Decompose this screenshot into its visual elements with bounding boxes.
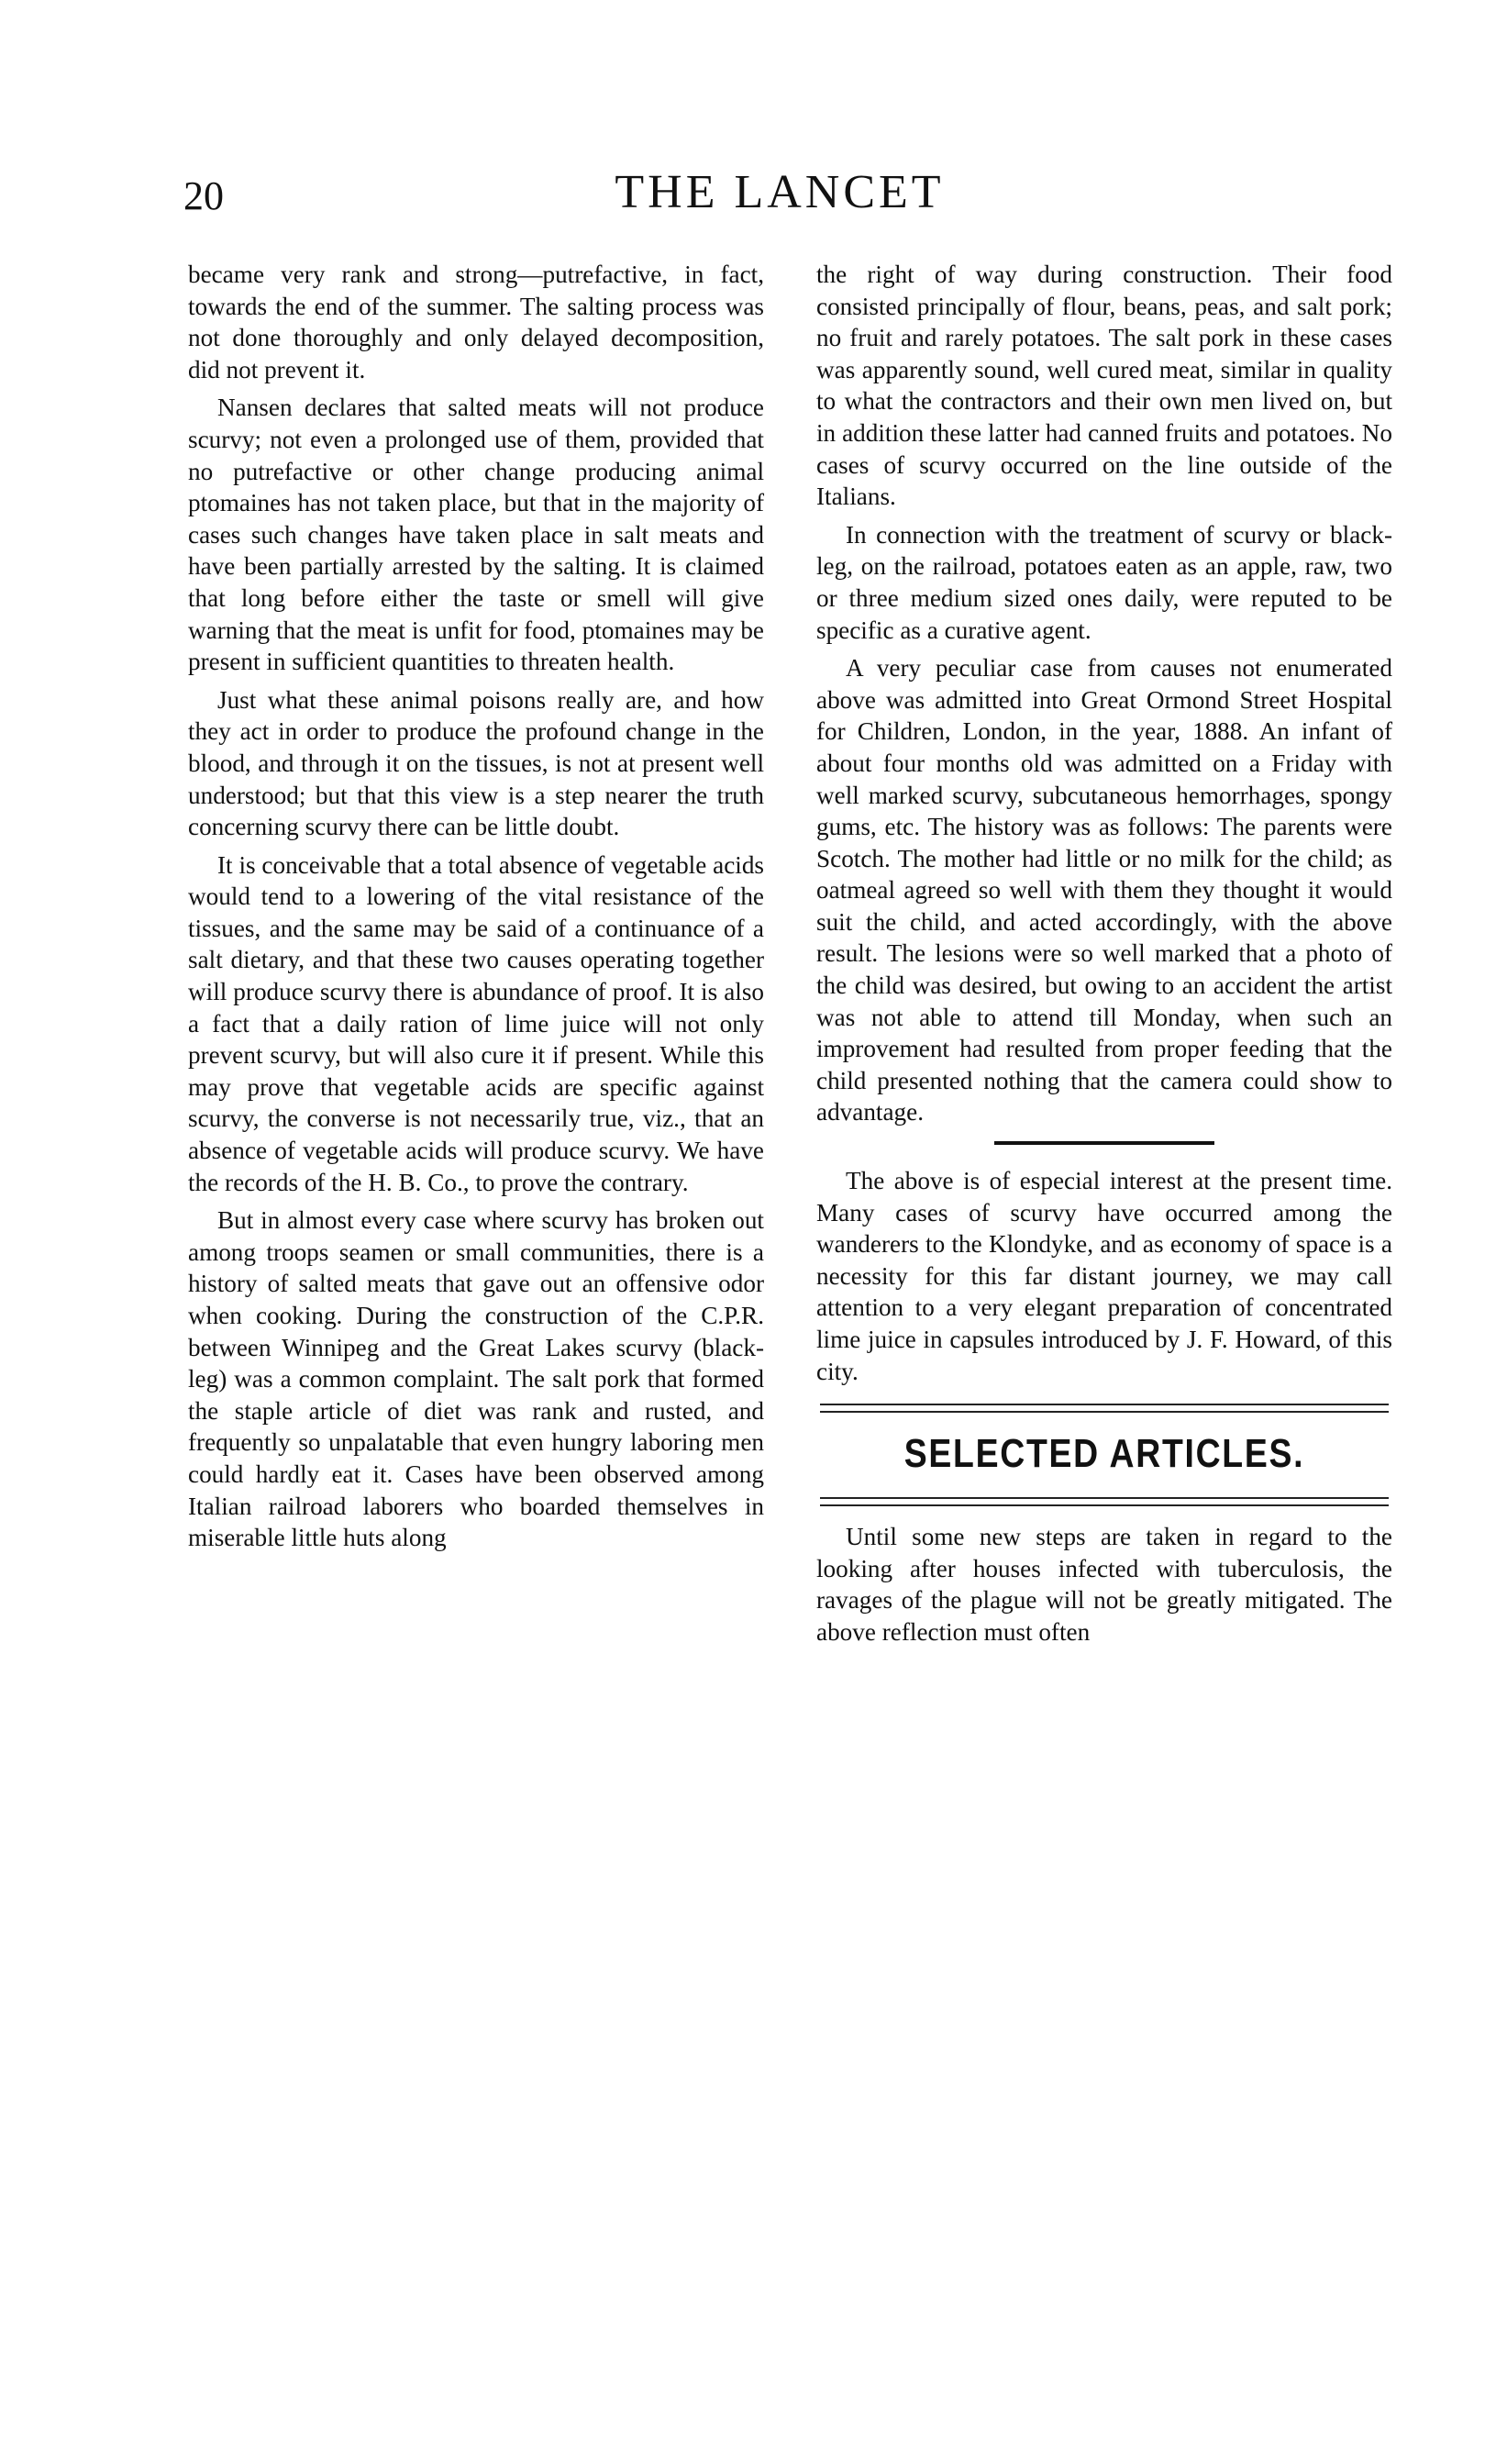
- paragraph: In connection with the treatment of scurvy or black-leg, on the railroad, potatoes eaten as an apple, raw, two or three medium sized ones daily, were reputed to be specific as a curative agent.: [816, 520, 1392, 644]
- double-rule: [820, 1497, 1389, 1506]
- right-column: [816, 259, 1392, 1655]
- paragraph: It is conceivable that a total absence of vegetable acids would tend to a lowering of the vital resistance of the tissues, and the same may be said of a continuance of a salt dietary, and that these two causes operating together will produce scurvy there is abundance of proof. It is also a fact that a daily ration of lime juice will not only prevent scurvy, but will also cure it if present. While this may prove that vegetable acids are specific against scurvy, the converse is not necessarily true, viz., that an absence of vegetable acids will produce scurvy. We have the records of the H. B. Co., to prove the contrary.: [188, 850, 764, 1196]
- paragraph: became very rank and strong—putrefactive, in fact, towards the end of the summer. The salting process was not done thoroughly and only delayed decomposition, did not prevent it.: [188, 261, 764, 383]
- paragraph: the right of way during construction. Their food consisted principally of flour, beans, peas, and salt pork; no fruit and rarely potatoes. The salt pork in these cases was apparently sound, well cured meat, similar in quality to what the contractors and their own men lived on, but in addition these latter had canned fruits and potatoes. No cases of scurvy occurred on the line outside of the Italians.: [816, 261, 1392, 511]
- paragraph: But in almost every case where scurvy has broken out among troops seamen or small communities, there is a history of salted meats that gave out an offensive odor when cooking. During the construction of the C.P.R. between Winnipeg and the Great Lakes scurvy (black-leg) was a common complaint. The salt pork that formed the staple article of diet was rank and rusted, and frequently so unpalatable that even hungry laboring men could hardly eat it. Cases have been observed among Italian railroad laborers who boarded themselves in miserable little huts along: [188, 1206, 764, 1552]
- paragraph: Just what these animal poisons really are, and how they act in order to produce the profound change in the blood, and through it on the tissues, is not at present well understood; but that this view is a step nearer the truth concerning scurvy there can be little doubt.: [188, 685, 764, 841]
- section-title: SELECTED ARTICLES.: [903, 1431, 1305, 1477]
- page-number: 20: [183, 173, 224, 218]
- journal-title: THE LANCET: [615, 166, 945, 218]
- divider-rule: [994, 1141, 1214, 1145]
- paragraph: Until some new steps are taken in regard to the looking after houses infected with tuberculosis, the ravages of the plague will not be greatly mitigated. The above reflection must often: [816, 1523, 1392, 1646]
- editorial-note: The above is of especial interest at the present time. Many cases of scurvy have occurred among the wanderers to the Klondyke, and as economy of space is a necessity for this far distant journey, we may call attention to a very elegant preparation of concentrated lime juice in capsules introduced by J. F. Howard, of this city.: [816, 1167, 1392, 1385]
- paragraph: Nansen declares that salted meats will not produce scurvy; not even a prolonged use of them, provided that no putrefactive or other change producing animal ptomaines has not taken place, but that in the majority of cases such changes have taken place in salt meats and have been partially arrested by the salting. It is claimed that long before either the taste or smell will give warning that the meat is unfit for food, ptomaines may be present in sufficient quantities to threaten health.: [188, 394, 764, 676]
- double-rule: [820, 1404, 1389, 1413]
- paragraph: A very peculiar case from causes not enumerated above was admitted into Great Ormond Street Hospital for Children, London, in the year, 1888. An infant of about four months old was admitted on a Friday with well marked scurvy, subcutaneous hemorrhages, spongy gums, etc. The history was as follows: The parents were Scotch. The mother had little or no milk for the child; as oatmeal agreed so well with them they thought it would suit the child, and acted accordingly, with the above result. The lesions were so well marked that a photo of the child was desired, but owing to an accident the artist was not able to attend till Monday, when such an improvement had resulted from proper feeding that the child presented nothing that the camera could show to advantage.: [816, 654, 1392, 1127]
- page-header: [183, 165, 1376, 229]
- left-column: [188, 259, 764, 1560]
